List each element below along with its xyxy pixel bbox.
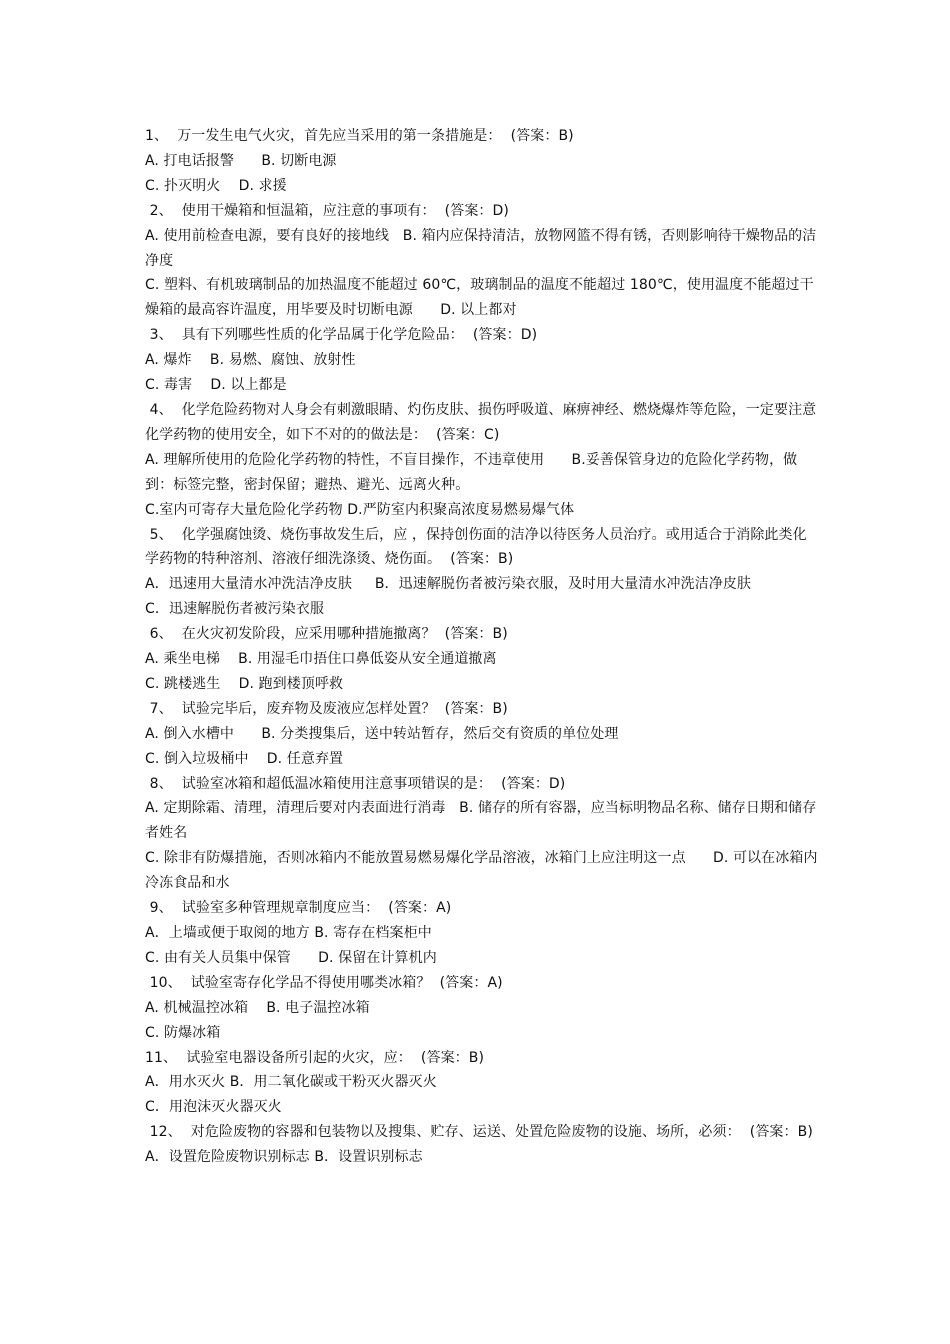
question-stem: 4、 化学危险药物对人身会有刺激眼睛、灼伤皮肤、损伤呼吸道、麻痹神经、燃烧爆炸等危险，一定要注意化学药物的使用安全，如下不对的的做法是： (答案：C): [145, 401, 817, 443]
question-options: A. 爆炸 B. 易燃、腐蚀、放射性: [145, 352, 356, 369]
question-options: C. 扑灭明火 D. 求援: [145, 177, 287, 194]
question-options: C. 由有关人员集中保管 D. 保留在计算机内: [145, 949, 437, 966]
question-options: A. 打电话报警 B. 切断电源: [145, 152, 337, 169]
question-item: [145, 896, 820, 971]
question-options: A．设置危险废物识别标志 B．设置识别标志: [145, 1149, 423, 1166]
question-stem: 7、 试验完毕后，废弃物及废液应怎样处置？ (答案：B): [145, 700, 508, 717]
question-item: [145, 697, 820, 772]
question-stem: 2、 使用干燥箱和恒温箱，应注意的事项有： (答案：D): [145, 202, 509, 219]
question-stem: 11、 试验室电器设备所引起的火灾，应： (答案：B): [145, 1049, 485, 1066]
question-list: [145, 124, 820, 1170]
question-options: A. 机械温控冰箱 B. 电子温控冰箱: [145, 999, 370, 1016]
question-item: [145, 1120, 820, 1170]
question-item: [145, 772, 820, 897]
question-options: C. 倒入垃圾桶中 D. 任意弃置: [145, 750, 344, 767]
question-options: A．用水灭火 B．用二氧化碳或干粉灭火器灭火: [145, 1074, 437, 1091]
question-stem: 1、 万一发生电气火灾，首先应当采用的第一条措施是： (答案：B): [145, 128, 574, 144]
question-options: A. 倒入水槽中 B. 分类搜集后，送中转站暂存，然后交有资质的单位处理: [145, 725, 619, 742]
question-item: [145, 971, 820, 1046]
question-item: [145, 124, 820, 199]
question-options: A. 定期除霜、清理，清理后要对内表面进行消毒 B. 储存的所有容器，应当标明物品名称、储存日期和储存者姓名: [145, 800, 817, 842]
question-item: [145, 622, 820, 697]
question-item: [145, 523, 820, 623]
question-item: [145, 323, 820, 398]
question-options: A．迅速用大量清水冲洗洁净皮肤 B．迅速解脱伤者被污染衣服，及时用大量清水冲洗洁净皮肤: [145, 576, 752, 593]
question-item: [145, 1046, 820, 1121]
question-stem: 3、 具有下列哪些性质的化学品属于化学危险品： (答案：D): [145, 327, 538, 344]
question-options: A．上墙或便于取阅的地方 B. 寄存在档案柜中: [145, 925, 432, 941]
question-stem: 8、 试验室冰箱和超低温冰箱使用注意事项错误的是： (答案：D): [145, 775, 566, 792]
question-options: C. 防爆冰箱: [145, 1024, 221, 1041]
question-options: A. 理解所使用的危险化学药物的特性，不盲目操作，不违章使用 B.妥善保管身边的危险化学药物，做到：标签完整，密封保留；避热、避光、远离火种。: [145, 451, 798, 493]
question-options: C．用泡沫灭火器灭火: [145, 1099, 282, 1116]
question-options: C. 除非有防爆措施，否则冰箱内不能放置易燃易爆化学品溶液，冰箱门上应注明这一点 D. 可以在冰箱内冷冻食品和水: [145, 850, 818, 892]
question-stem: 6、 在火灾初发阶段，应采用哪种措施撤离？ (答案：B): [145, 626, 508, 643]
question-stem: 12、 对危险废物的容器和包装物以及搜集、贮存、运送、处置危险废物的设施、场所，必须： (答案：B): [145, 1124, 813, 1141]
question-stem: 5、 化学强腐蚀烫、烧伤事故发生后，应 ，保持创伤面的洁净以待医务人员治疗。或用适合于消除此类化学药物的特种溶剂、溶液仔细洗涤烫、烧伤面。 (答案：B): [145, 526, 807, 568]
question-options: C.室内可寄存大量危险化学药物 D.严防室内积聚高浓度易燃易爆气体: [145, 501, 575, 518]
question-options: A. 使用前检查电源，要有良好的接地线 B. 箱内应保持清洁，放物网篮不得有锈，否则影响待干燥物品的洁净度: [145, 227, 817, 269]
question-stem: 9、 试验室多种管理规章制度应当： (答案：A): [145, 900, 452, 917]
question-stem: 10、 试验室寄存化学品不得使用哪类冰箱？ (答案：A): [145, 974, 503, 991]
question-item: [145, 199, 820, 324]
question-options: C. 跳楼逃生 D. 跑到楼顶呼救: [145, 675, 344, 692]
question-options: C. 塑料、有机玻璃制品的加热温度不能超过 60℃，玻璃制品的温度不能超过 180℃，使用温度不能超过干燥箱的最高容许温度，用毕要及时切断电源 D. 以上都对: [145, 277, 814, 319]
question-options: C. 毒害 D. 以上都是: [145, 377, 287, 394]
question-item: [145, 398, 820, 523]
question-options: C．迅速解脱伤者被污染衣服: [145, 601, 325, 618]
question-options: A. 乘坐电梯 B. 用湿毛巾捂住口鼻低姿从安全通道撤离: [145, 651, 497, 668]
